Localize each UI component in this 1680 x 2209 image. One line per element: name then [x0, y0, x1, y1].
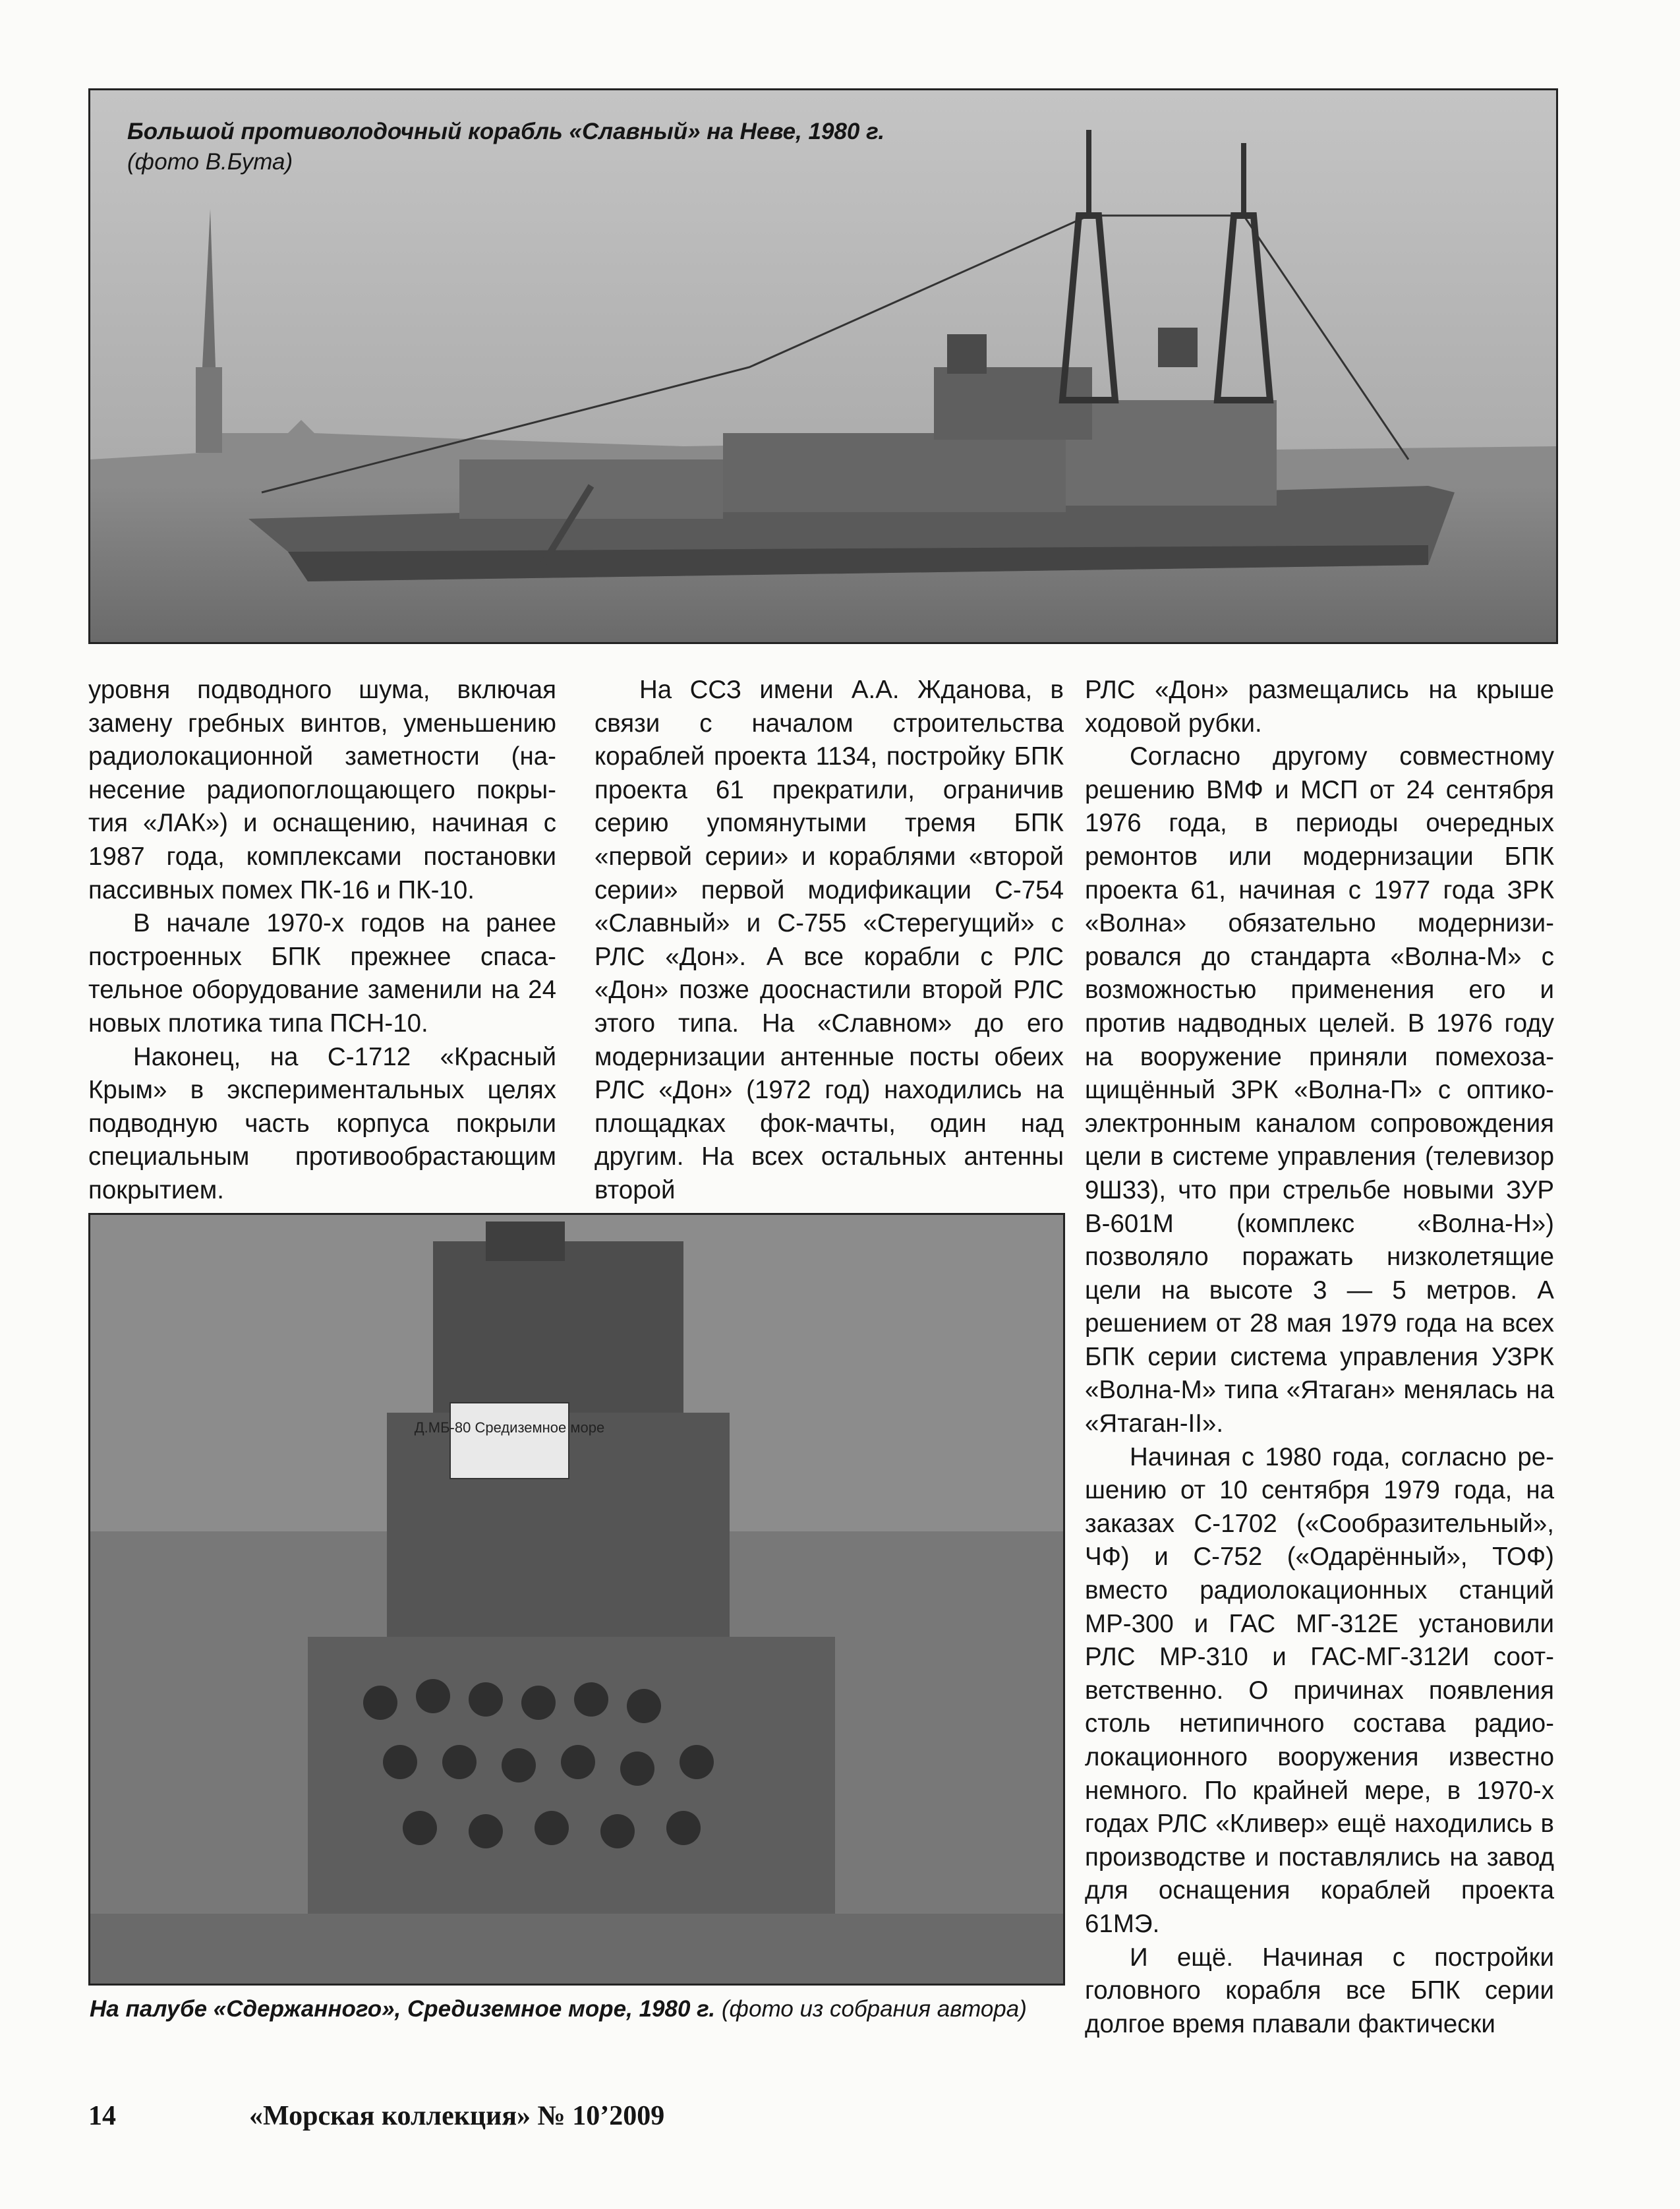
magazine-title: «Морская коллекция» № 10’2009: [249, 2101, 665, 2131]
bottom-photo-caption: [90, 1994, 1065, 2024]
top-photo-credit: (фото В.Бута): [127, 149, 293, 175]
bottom-photo-title: На палубе «Сдержанного», Средиземное море, 1980 г.: [90, 1996, 716, 2022]
paragraph: Согласно другому совместному решению ВМФ и МСП от 24 сентября 1976 года, в периоды очередных ремонтов или модернизации БПК проекта 61, начиная с 1977 года ЗРК «Волна» обязательно модернизировался до стандарта «Волна-М» с возможностью применения его и против надводных целей. В 1976 году на вооружение приняли помехозащищённый ЗРК «Волна-П» с оптико-электронным каналом сопровождения цели в системе управления (телевизор 9Ш33), что при стрельбе новыми ЗУР В-601М (комплекс «Волна-Н») позволяло поражать низколетящие цели на высоте 3 — 5 метров. А решением от 28 мая 1979 года на всех БПК серии система управления УЗРК «Волна-М» типа «Ятаган» менялась на «Ятаган-II».: [1085, 742, 1554, 1438]
banner-text: Д.МБ-80 Средиземное море: [414, 1419, 605, 1436]
paragraph: В начале 1970-х годов на ранее построенных БПК прежнее спасательное оборудование заменили на 24 новых плотика типа ПСН-10.: [88, 909, 556, 1038]
paragraph: РЛС «Дон» размещались на крыше ходовой рубки.: [1085, 676, 1554, 738]
paragraph: Начиная с 1980 года, согласно решению от 10 сентября 1979 года, на заказах С-1702 («Сообразительный», ЧФ) и С-752 («Одарённый», ТОФ) вместо радиолокационных станций МР-300 и ГАС МГ-312Е установили РЛС МР-310 и ГАС-МГ-312И соответственно. О причинах появления столь нетипичного состава радиолокационного вооружения известно немного. По крайней мере, в 1970-х годах РЛС «Кливер» ещё находились в производстве и поставлялись на завод для оснащения кораблей проекта 61МЭ.: [1085, 1442, 1554, 1938]
crew-on-deck-image: [90, 1215, 1063, 1984]
top-photo-caption: [127, 117, 884, 177]
bottom-photo-credit: (фото из собрания автора): [721, 1996, 1027, 2022]
column-middle: [594, 674, 1064, 1208]
column-right: [1085, 674, 1554, 2041]
top-photo: [88, 88, 1558, 644]
column-left: [88, 674, 556, 1208]
paragraph: На ССЗ имени А.А. Жданова, в связи с началом строительства кораблей проекта 1134, постройку БПК проекта 61 прекратили, ограничив серию упомянутыми тремя БПК «первой серии» и кораблями «второй серии» первой модификации С-754 «Славный» и С-755 «Стерегущий» с РЛС «Дон». А все корабли с РЛС «Дон» позже дооснастили второй РЛС этого типа. На «Славном» до его модернизации антенные посты обеих РЛС «Дон» (1972 год) находились на площадках фок-мачты, один над другим. На всех остальных антенны второй: [594, 676, 1064, 1204]
paragraph: Наконец, на С-1712 «Красный Крым» в экспериментальных целях подводную часть корпуса покрыли специальным противообрастающим покрытием.: [88, 1042, 556, 1204]
bottom-photo: [88, 1213, 1065, 1986]
paragraph: уровня подводного шума, включая замену гребных винтов, уменьшению радиолокационной заметности (нанесение радиопоглощающего покрытия «ЛАК») и оснащению, начиная с 1987 года, комплексами постановки пассивных помех ПК-16 и ПК-10.: [88, 676, 556, 904]
paragraph: И ещё. Начиная с постройки головного корабля все БПК серии долгое время плавали фактически: [1085, 1943, 1554, 2038]
page-number: 14: [88, 2101, 116, 2131]
top-photo-title: Большой противолодочный корабль «Славный» на Неве, 1980 г.: [127, 119, 885, 144]
